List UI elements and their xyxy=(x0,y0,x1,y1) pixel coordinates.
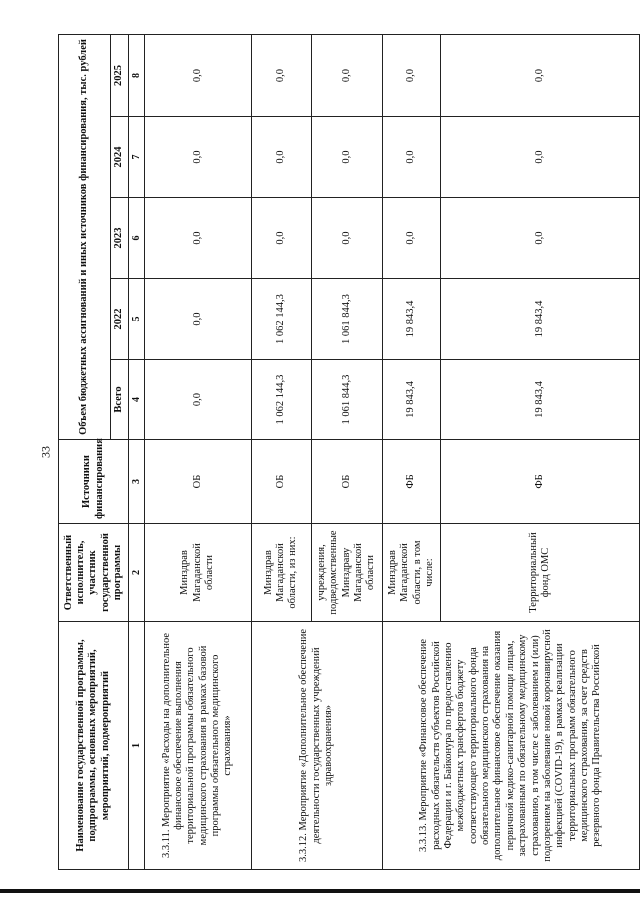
column-number: 4 xyxy=(129,360,145,440)
row-source: ОБ xyxy=(311,440,382,524)
row-value-2024: 0,0 xyxy=(441,117,640,198)
row-value-2025: 0,0 xyxy=(382,35,440,117)
row-total: 1 062 144,3 xyxy=(251,360,311,440)
row-value-2023: 0,0 xyxy=(251,198,311,279)
row-name: 3.3.11. Мероприятие «Расходы на дополнительное финансовое обеспечение выполнения территориальной программы обязательного медицинского страхования в рамках базовой программы обязательного медицинского страхования» xyxy=(144,622,251,870)
row-source: ОБ xyxy=(144,440,251,524)
row-value-2022: 1 062 144,3 xyxy=(251,279,311,360)
header-name: Наименование государственной программы, подпрограммы, основных мероприятий, мероприятий, подмероприятий xyxy=(59,622,129,870)
column-number: 8 xyxy=(129,35,145,117)
row-value-2024: 0,0 xyxy=(144,117,251,198)
row-value-2022: 0,0 xyxy=(144,279,251,360)
row-value-2023: 0,0 xyxy=(382,198,440,279)
row-executor: Территориальный фонд ОМС xyxy=(441,524,640,622)
bottom-rule xyxy=(0,889,640,893)
header-total: Всего xyxy=(111,360,129,440)
column-number-row xyxy=(129,35,145,870)
row-value-2024: 0,0 xyxy=(382,117,440,198)
header-year: 2025 xyxy=(111,35,129,117)
column-number: 6 xyxy=(129,198,145,279)
row-source: ОБ xyxy=(251,440,311,524)
header-year: 2023 xyxy=(111,198,129,279)
row-value-2024: 0,0 xyxy=(251,117,311,198)
header-year: 2024 xyxy=(111,117,129,198)
table-row xyxy=(144,35,251,870)
header-volume: Объем бюджетных ассигнований и иных источников финансирования, тыс. рублей xyxy=(59,35,111,440)
row-value-2022: 1 061 844,3 xyxy=(311,279,382,360)
row-value-2023: 0,0 xyxy=(311,198,382,279)
header-year: 2022 xyxy=(111,279,129,360)
table-row xyxy=(382,35,440,870)
row-total: 0,0 xyxy=(144,360,251,440)
row-value-2024: 0,0 xyxy=(311,117,382,198)
row-name: 3.3.12. Мероприятие «Дополнительное обеспечение деятельности государственных учреждений здравоохранения» xyxy=(251,622,382,870)
table-landscape-frame xyxy=(58,35,640,870)
row-name: 3.3.13. Мероприятие «Финансовое обеспечение расходных обязательств субъектов Российской Федерации и г. Байконура по предоставлению межбюджетных трансфертов бюджету соответствующего территориального фонда обязательного медицинского страхования на дополнительное финансовое обеспечение оказания первичной медико-санитарной помощи лицам, застрахованным по обязательному медицинскому страхованию, в том числе с заболеванием и (или) подозрением на заболевание новой коронавирусной инфекцией (COVID-19), в рамках реализации территориальных программ обязательного медицинского страхования, за счет средств резервного фонда Правительства Российской xyxy=(382,622,639,870)
row-executor: Минздрав Магаданской области, в том числе: xyxy=(382,524,440,622)
row-value-2025: 0,0 xyxy=(441,35,640,117)
row-total: 1 061 844,3 xyxy=(311,360,382,440)
row-total: 19 843,4 xyxy=(382,360,440,440)
column-number: 5 xyxy=(129,279,145,360)
header-row-main xyxy=(59,35,111,870)
row-value-2025: 0,0 xyxy=(251,35,311,117)
row-value-2022: 19 843,4 xyxy=(441,279,640,360)
column-number: 2 xyxy=(129,524,145,622)
row-executor: Минздрав Магаданской области, из них: xyxy=(251,524,311,622)
header-source: Источники финансирования xyxy=(59,440,129,524)
budget-table xyxy=(58,34,640,870)
row-value-2025: 0,0 xyxy=(144,35,251,117)
table-row xyxy=(251,35,311,870)
row-executor: Минздрав Магаданской области xyxy=(144,524,251,622)
row-value-2023: 0,0 xyxy=(144,198,251,279)
header-executor: Ответственный исполнитель, участник государственной программы xyxy=(59,524,129,622)
page-number: 33 xyxy=(38,446,53,458)
row-total: 19 843,4 xyxy=(441,360,640,440)
column-number: 1 xyxy=(129,622,145,870)
row-executor: учреждения, подведомственные Минздраву Магаданской области xyxy=(311,524,382,622)
row-value-2023: 0,0 xyxy=(441,198,640,279)
row-source: ФБ xyxy=(441,440,640,524)
row-source: ФБ xyxy=(382,440,440,524)
row-value-2025: 0,0 xyxy=(311,35,382,117)
row-value-2022: 19 843,4 xyxy=(382,279,440,360)
column-number: 3 xyxy=(129,440,145,524)
column-number: 7 xyxy=(129,117,145,198)
rotated-table-container xyxy=(58,35,640,870)
